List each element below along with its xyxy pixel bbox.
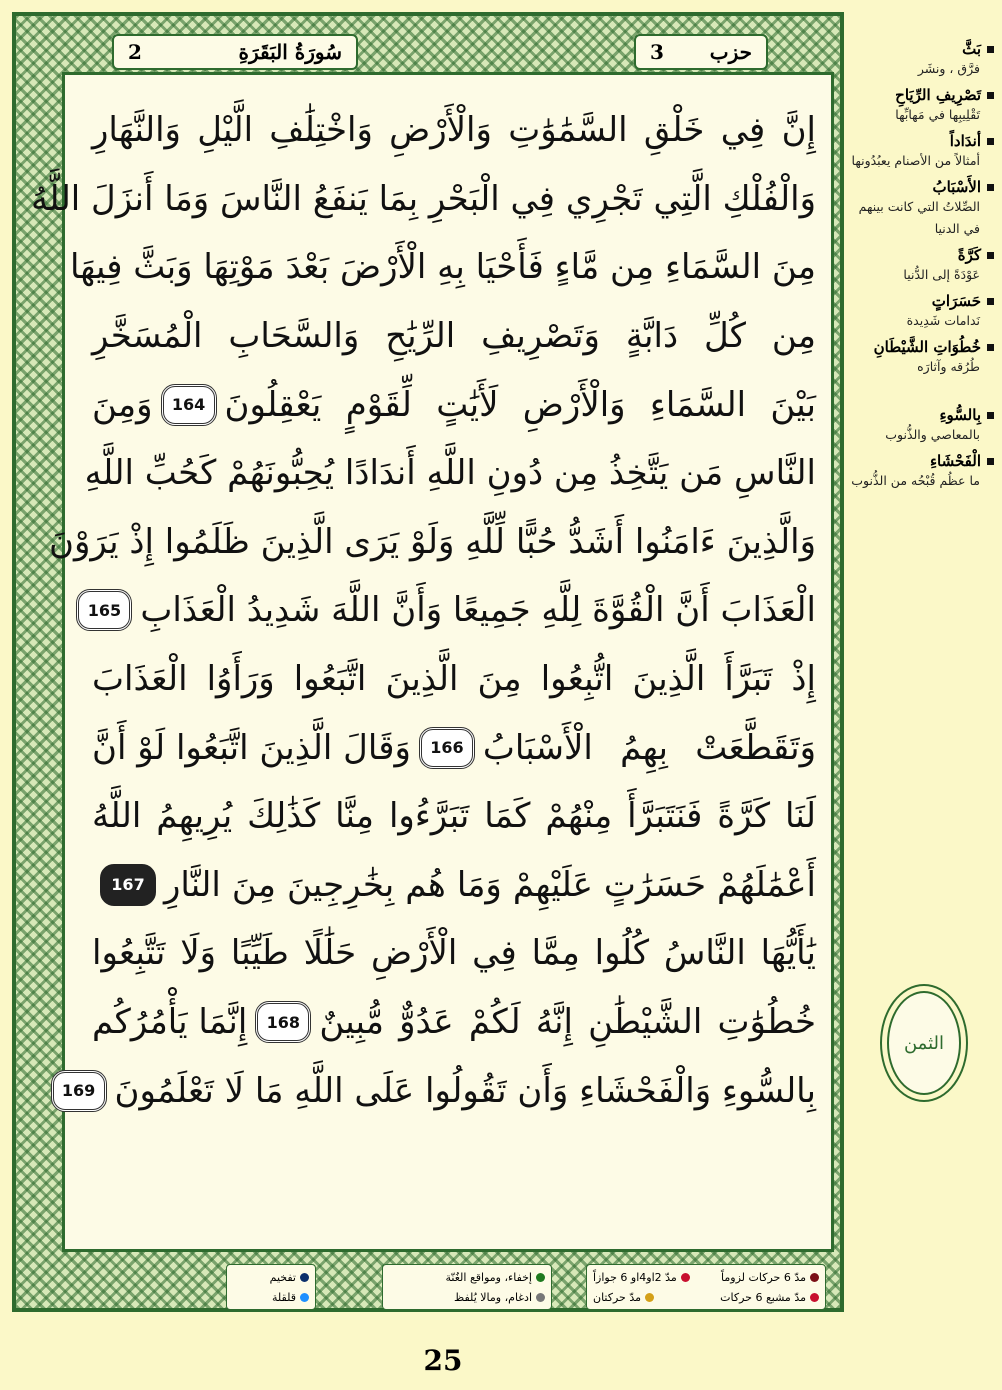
page-number: 25 — [423, 1344, 463, 1377]
glossary-entry — [846, 452, 994, 492]
verse-line: مِن كُلِّ دَابَّةٍ وَتَصْرِيفِ الرِّيَٰحِ وَالسَّحَابِ الْمُسَخَّرِ — [92, 316, 816, 357]
verse-line: إِذْ تَبَرَّأَ الَّذِينَ اتُّبِعُوا مِنَ الَّذِينَ اتَّبَعُوا وَرَأَوُا الْعَذَابَ — [92, 659, 816, 700]
verse-line: بَيْنَ السَّمَاءِ وَالْأَرْضِ لَأَيَٰتٍ لِّقَوْمٍ يَعْقِلُونَ 164 وَمِنَ — [92, 384, 816, 425]
glossary-entry — [846, 338, 994, 378]
glossary-definition: طُرُقه وآثارَه — [917, 359, 980, 374]
legend-ghunna-box: إخفاء، ومواقع الغُنّة ادغام، ومالا يُلفظ — [382, 1264, 552, 1310]
hizb-number: 3 — [650, 40, 664, 64]
glossary-term: الْفَحْشَاءِ — [929, 452, 981, 470]
glossary-definition: ما عظُم قُبْحُه من الذُّنوب — [851, 473, 980, 488]
glossary-definition: بالمعاصي والذُّنوب — [885, 427, 980, 442]
medallion-label: الثمن — [887, 991, 961, 1095]
glossary-term: حَسَرَاتٍ — [931, 292, 981, 310]
legend-madd-box: مدّ 6 حركات لزوماً مدّ 2او4او 6 جوازاً مدّ مشبع 6 حركات مدّ حركتان — [586, 1264, 826, 1310]
verse-line: يَٰأَيُّهَا النَّاسُ كُلُوا مِمَّا فِي الْأَرْضِ حَلَٰلًا طَيِّبًا وَلَا تَتَّبِعُوا — [92, 933, 816, 974]
glossary-term: الأَسْبَابُ — [932, 178, 981, 196]
verse-line: بِالسُّوءِ وَالْفَحْشَاءِ وَأَن تَقُولُوا عَلَى اللَّهِ مَا لَا تَعْلَمُونَ 169 — [92, 1056, 816, 1125]
glossary-term: خُطُوَاتِ الشَّيْطَانِ — [873, 338, 981, 356]
glossary-definition: نَدامات شَدِيدة — [906, 313, 980, 328]
glossary-entry — [846, 86, 994, 126]
verse-line: أَعْمَٰلَهُمْ حَسَرَٰتٍ عَلَيْهِمْ وَمَا هُم بِخَٰرِجِينَ مِنَ النَّارِ 167 — [92, 851, 816, 920]
surah-header — [112, 34, 358, 70]
ayah-marker: 169 — [51, 1070, 107, 1112]
juz-number: 2 — [128, 40, 142, 64]
glossary-sidebar — [846, 40, 994, 498]
ayah-marker: 167 — [100, 864, 156, 906]
glossary-entry — [846, 406, 994, 446]
glossary-definition: عَوْدَةً إلى الدُّنيا — [903, 267, 980, 282]
glossary-term: بَثَّ — [962, 40, 981, 58]
glossary-definition: الصِّلاتُ التي كانت بينهم في الدنيا — [858, 199, 980, 236]
ayah-marker: 165 — [76, 589, 132, 631]
surah-name: سُورَةُ البَقَرَةِ — [238, 40, 342, 64]
verse-continuation: وَقَالَ الَّذِينَ اتَّبَعُوا لَوْ أَنَّ — [92, 727, 411, 768]
verse-line: إِنَّ فِي خَلْقِ السَّمَٰوَٰتِ وَالْأَرْضِ وَاخْتِلَٰفِ الَّيْلِ وَالنَّهَارِ — [92, 110, 816, 151]
verse-line: مِنَ السَّمَاءِ مِن مَّاءٍ فَأَحْيَا بِهِ الْأَرْضَ بَعْدَ مَوْتِهَا وَبَثَّ فِيهَا — [69, 247, 816, 288]
legend-tafkhim-box: تفخيم قلقلة — [226, 1264, 316, 1310]
verse-continuation: إِنَّمَا يَأْمُرُكُم — [92, 1002, 248, 1043]
glossary-definition: تَقْلِيبِها في مَهابِّها — [895, 107, 980, 122]
ayah-marker: 166 — [419, 727, 475, 769]
hizb-label: حزب — [709, 40, 752, 64]
verse-line: وَالْفُلْكِ الَّتِي تَجْرِي فِي الْبَحْرِ بِمَا يَنفَعُ النَّاسَ وَمَا أَنزَلَ اللَّهُ — [30, 178, 816, 219]
hizb-header — [634, 34, 768, 70]
glossary-term: تَصْرِيفِ الرِّيَاحِ — [895, 86, 981, 104]
verses-block — [30, 96, 816, 1226]
verse-continuation: وَمِنَ — [92, 384, 153, 425]
glossary-definition: أمثالاً من الأصنام يعبُدُونها — [851, 153, 980, 168]
glossary-definition: فرَّق ، ونشَر — [917, 61, 980, 76]
glossary-entry — [846, 178, 994, 240]
tajweed-legend — [86, 1264, 826, 1310]
glossary-entry — [846, 292, 994, 332]
glossary-term: كَرَّةً — [957, 246, 981, 264]
glossary-entry — [846, 246, 994, 286]
glossary-entry — [846, 132, 994, 172]
glossary-entry — [846, 40, 994, 80]
verse-line: وَتَقَطَّعَتْ بِهِمُ الْأَسْبَابُ 166 وَقَالَ الَّذِينَ اتَّبَعُوا لَوْ أَنَّ — [92, 727, 816, 768]
ayah-marker: 164 — [161, 384, 217, 426]
verse-line: لَنَا كَرَّةً فَنَتَبَرَّأَ مِنْهُمْ كَمَا تَبَرَّءُوا مِنَّا كَذَٰلِكَ يُرِيهِمُ اللَّهُ — [92, 796, 816, 837]
thumun-medallion — [880, 968, 968, 1118]
ayah-marker: 168 — [255, 1001, 311, 1043]
verse-line: النَّاسِ مَن يَتَّخِذُ مِن دُونِ اللَّهِ أَندَادًا يُحِبُّونَهُمْ كَحُبِّ اللَّهِ — [84, 453, 816, 494]
glossary-term: بِالسُّوءِ — [939, 406, 981, 424]
verse-line: الْعَذَابَ أَنَّ الْقُوَّةَ لِلَّهِ جَمِيعًا وَأَنَّ اللَّهَ شَدِيدُ الْعَذَابِ 165 — [92, 576, 816, 645]
verse-line: خُطُوَٰتِ الشَّيْطَٰنِ إِنَّهُ لَكُمْ عَدُوٌّ مُّبِينٌ 168 إِنَّمَا يَأْمُرُكُم — [92, 1002, 816, 1043]
verse-line: وَالَّذِينَ ءَامَنُوا أَشَدُّ حُبًّا لِّلَّهِ وَلَوْ يَرَى الَّذِينَ ظَلَمُوا إِذْ يَرَوْنَ — [48, 521, 816, 562]
glossary-term: أندَاداً — [949, 132, 981, 150]
